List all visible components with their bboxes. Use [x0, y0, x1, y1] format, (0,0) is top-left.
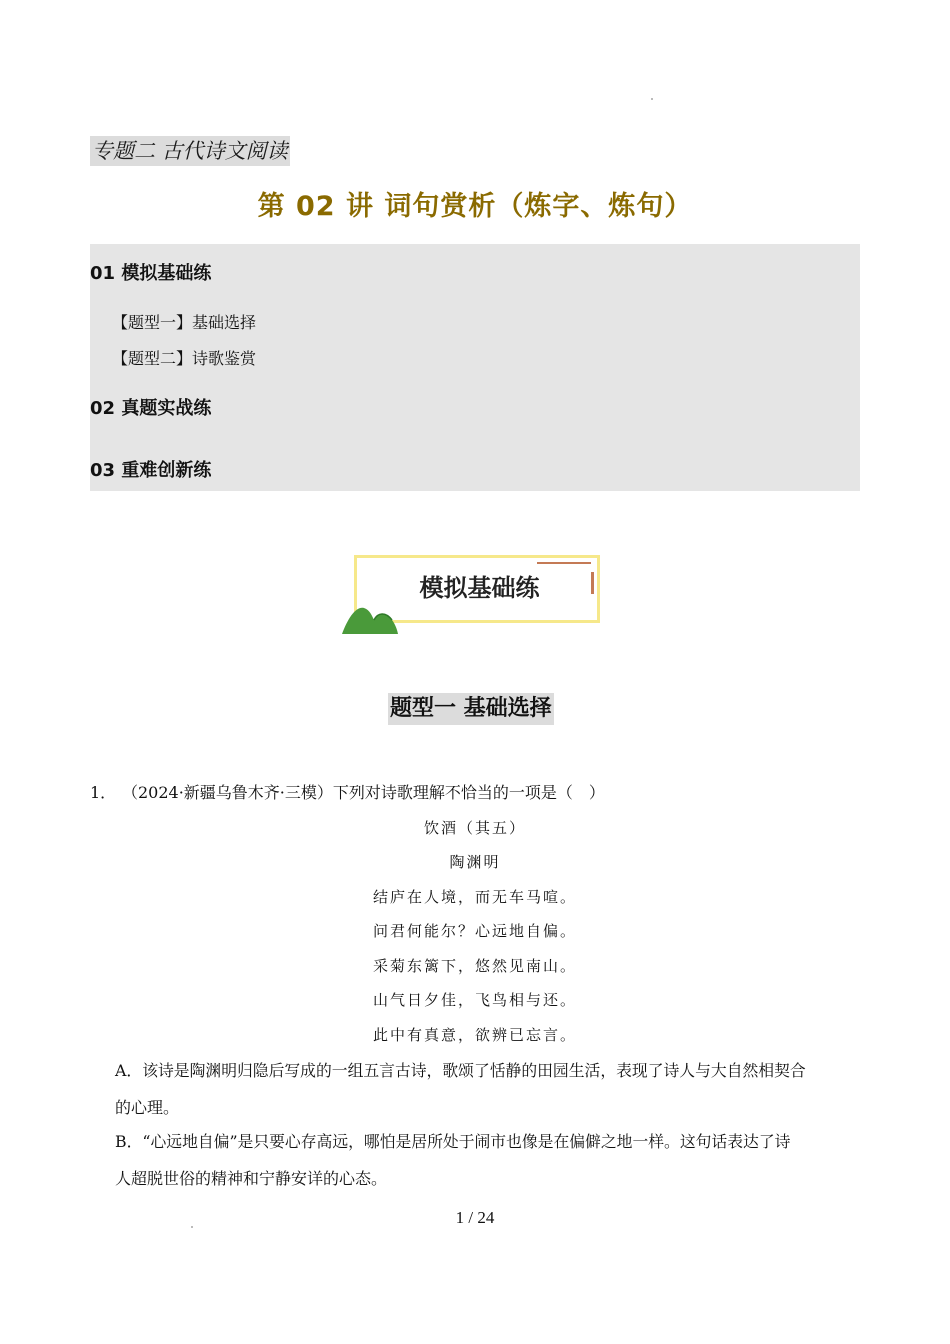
option-b-continued: 人超脱世俗的精神和宁静安详的心态。 [115, 1169, 388, 1188]
poem-line: 此中有真意，欲辨已忘言。 [372, 1026, 577, 1044]
banner-accent-line [537, 562, 591, 564]
section-banner [342, 552, 608, 637]
poem-line: 采菊东篱下，悠然见南山。 [372, 957, 577, 975]
speck [651, 98, 653, 100]
poem-line: 问君何能尔？心远地自偏。 [372, 922, 577, 940]
section-heading: 题型一 基础选择 [388, 693, 554, 725]
toc-section-3: 03 重难创新练 [90, 460, 212, 481]
topic-label: 专题二 古代诗文阅读 [90, 136, 290, 166]
hills-icon [342, 602, 402, 636]
toc-section-2: 02 真题实战练 [90, 398, 212, 419]
option-a-continued: 的心理。 [115, 1098, 180, 1117]
question-stem: （2024·新疆乌鲁木齐·三模）下列对诗歌理解不恰当的一项是（ ） [122, 783, 605, 802]
poem-line: 山气日夕佳，飞鸟相与还。 [372, 991, 577, 1009]
option-a: A．该诗是陶渊明归隐后写成的一组五言古诗，歌颂了恬静的田园生活，表现了诗人与大自然相契合 [115, 1061, 806, 1080]
poem-title: 饮酒（其五） [423, 819, 526, 837]
table-of-contents [90, 244, 860, 491]
option-b: B．“心远地自偏”是只要心存高远，哪怕是居所处于闹市也像是在偏僻之地一样。这句话表达了诗 [115, 1132, 791, 1151]
poem-line: 结庐在人境，而无车马喧。 [372, 888, 577, 906]
banner-label: 模拟基础练 [419, 574, 540, 602]
toc-section-1: 01 模拟基础练 [90, 263, 212, 284]
page-number: 1 / 24 [455, 1208, 495, 1227]
toc-item-type-1: 【题型一】基础选择 [112, 313, 257, 332]
toc-item-type-2: 【题型二】诗歌鉴赏 [112, 349, 257, 368]
question-number: 1． [90, 783, 117, 802]
poem-author: 陶渊明 [449, 853, 501, 871]
page-title: 第 02 讲 词句赏析（炼字、炼句） [257, 191, 693, 222]
